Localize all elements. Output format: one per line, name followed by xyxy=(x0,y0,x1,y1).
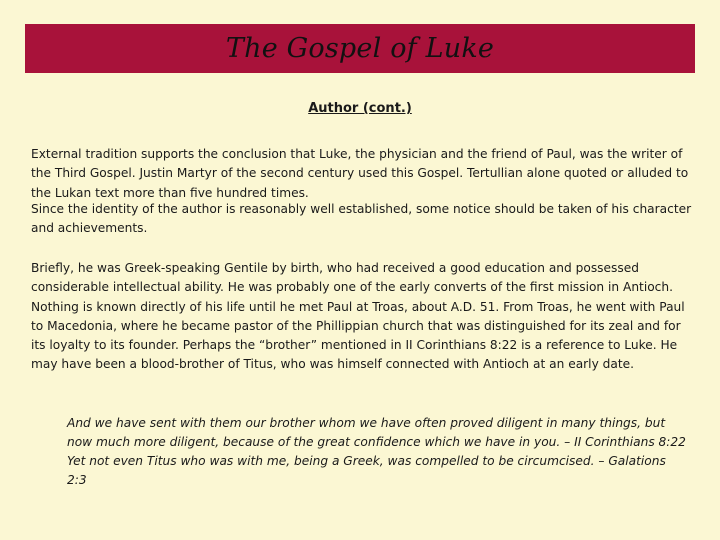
paragraph-tradition: External tradition supports the conclusion that Luke, the physician and the friend of Paul, was the writer of the Third Gospel. Justin Martyr of the second century used this Gospel. Tertullian alone quoted or alluded to the Lukan text more than five hundred times. xyxy=(31,147,689,200)
paragraph-biography: Briefly, he was Greek-speaking Gentile by birth, who had received a good education and possessed considerable intellectual ability. He was probably one of the early converts of the first mission in Antioch. Nothing is known directly of his life until he met Paul at Troas, about A.D. 51. From Troas, he went with Paul to Macedonia, where he became pastor of the Phillippian church that was distinguished for its zeal and for its loyalty to its founder. Perhaps the “brother” mentioned in II Corinthians 8:22 is a reference to Luke. He may have been a blood-brother of Titus, who was himself connected with Antioch at an early date. xyxy=(31,261,685,372)
quote-corinthians: And we have sent with them our brother whom we have often proved diligent in many things, but now much more diligent, because of the great confidence which we have in you. – II Corinthians 8:22 xyxy=(67,416,686,449)
slide-subtitle: Author (cont.) xyxy=(308,101,412,116)
paragraph-identity: Since the identity of the author is reasonably well established, some notice should be taken of his character and achievements. xyxy=(31,202,692,236)
slide-title: The Gospel of Luke xyxy=(225,33,495,64)
quote-galatians: Yet not even Titus who was with me, being a Greek, was compelled to be circumcised. – Galations 2:3 xyxy=(67,454,666,487)
scripture-quotes xyxy=(67,414,687,490)
title-bar xyxy=(25,24,695,73)
